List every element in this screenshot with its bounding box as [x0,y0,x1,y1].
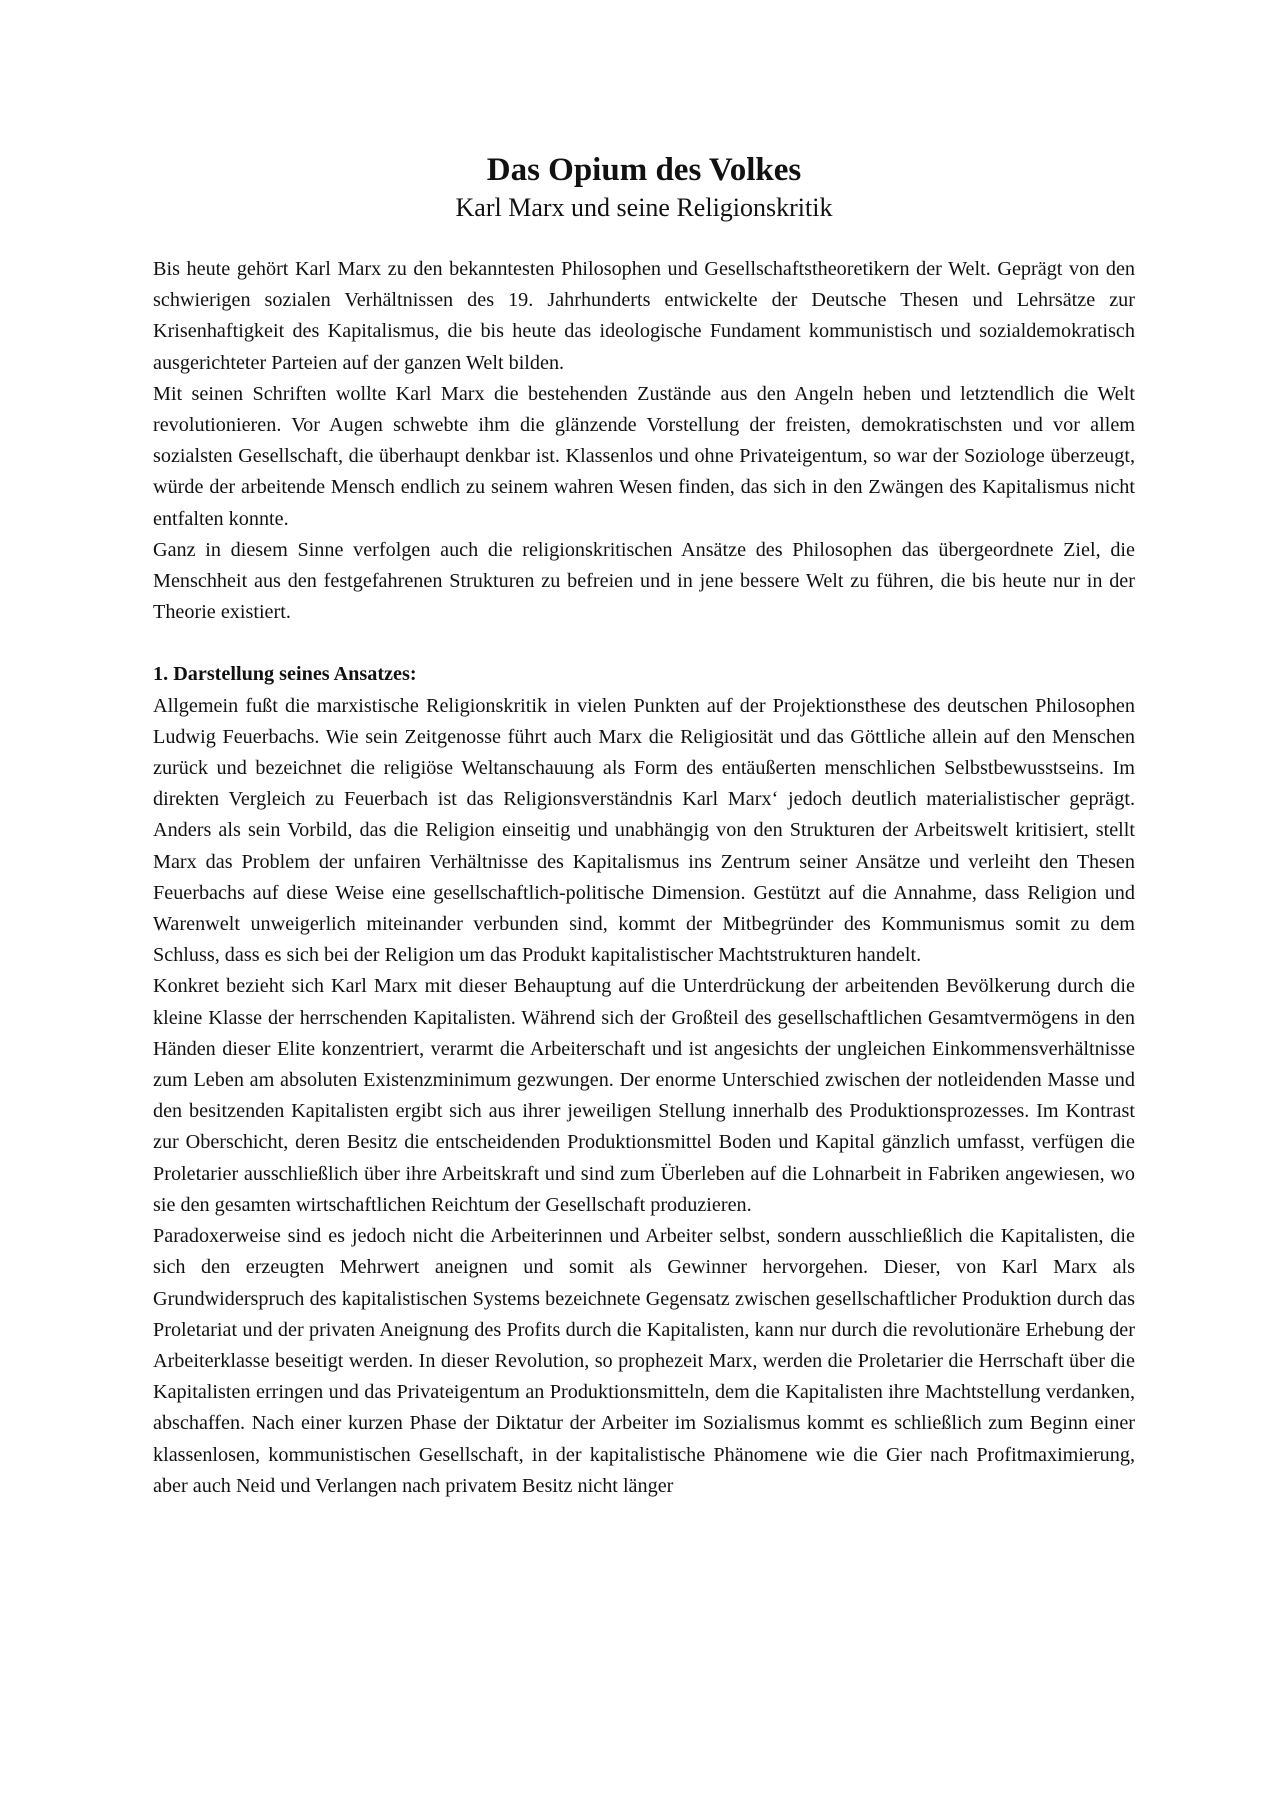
section-1 [153,659,1135,1501]
document-title: Das Opium des Volkes [486,152,802,188]
document-page [153,150,1135,1502]
intro-section [153,254,1135,628]
document-subtitle: Karl Marx und seine Religionskritik [455,193,833,222]
section-paragraph: Allgemein fußt die marxistische Religionskritik in vielen Punkten auf der Projektionsthese des deutschen Philosophen Ludwig Feuerbachs. Wie sein Zeitgenosse führt auch Marx die Religiosität und das Göttliche allein auf den Menschen zurück und bezeichnet die religiöse Weltanschauung als Form des entäußerten menschlichen Selbstbewusstseins. Im direkten Vergleich zu Feuerbach ist das Religionsverständnis Karl Marx‘ jedoch deutlich materialistischer geprägt. Anders als sein Vorbild, das die Religion einseitig und unabhängig von den Strukturen der Arbeitswelt kritisiert, stellt Marx das Problem der unfairen Verhältnisse des Kapitalismus ins Zentrum seiner Ansätze und verleiht den Thesen Feuerbachs auf diese Weise eine gesellschaftlich-politische Dimension. Gestützt auf die Annahme, dass Religion und Warenwelt unweigerlich miteinander verbunden sind, kommt der Mitbegründer des Kommunismus somit zu dem Schluss, dass es sich bei der Religion um das Produkt kapitalistischer Machtstrukturen handelt. [153,694,1135,967]
section-heading: 1. Darstellung seines Ansatzes: [153,663,417,686]
intro-paragraph: Ganz in diesem Sinne verfolgen auch die religionskritischen Ansätze des Philosophen das übergeordnete Ziel, die Menschheit aus den festgefahrenen Strukturen zu befreien und in jene bessere Welt zu führen, die bis heute nur in der Theorie existiert. [153,538,1135,624]
intro-paragraph: Bis heute gehört Karl Marx zu den bekanntesten Philosophen und Gesellschaftstheoretikern der Welt. Geprägt von den schwierigen sozialen Verhältnissen des 19. Jahrhunderts entwickelte der Deutsche Thesen und Lehrsätze zur Krisenhaftigkeit des Kapitalismus, die bis heute das ideologische Fundament kommunistisch und sozialdemokratisch ausgerichteter Parteien auf der ganzen Welt bilden. [153,258,1135,374]
section-paragraph: Konkret bezieht sich Karl Marx mit dieser Behauptung auf die Unterdrückung der arbeitenden Bevölkerung durch die kleine Klasse der herrschenden Kapitalisten. Während sich der Großteil des gesellschaftlichen Gesamtvermögens in den Händen dieser Elite konzentriert, verarmt die Arbeiterschaft und ist angesichts der ungleichen Einkommensverhältnisse zum Leben am absoluten Existenzminimum gezwungen. Der enorme Unterschied zwischen der notleidenden Masse und den besitzenden Kapitalisten ergibt sich aus ihrer jeweiligen Stellung innerhalb des Produktionsprozesses. Im Kontrast zur Oberschicht, deren Besitz die entscheidenden Produktionsmittel Boden und Kapital gänzlich umfasst, verfügen die Proletarier ausschließlich über ihre Arbeitskraft und sind zum Überleben auf die Lohnarbeit in Fabriken angewiesen, wo sie den gesamten wirtschaftlichen Reichtum der Gesellschaft produzieren. [153,975,1135,1216]
section-paragraph: Paradoxerweise sind es jedoch nicht die Arbeiterinnen und Arbeiter selbst, sondern ausschließlich die Kapitalisten, die sich den erzeugten Mehrwert aneignen und somit als Gewinner hervorgehen. Dieser, von Karl Marx als Grundwiderspruch des kapitalistischen Systems bezeichnete Gegensatz zwischen gesellschaftlicher Produktion durch das Proletariat und der privaten Aneignung des Profits durch die Kapitalisten, kann nur durch die revolutionäre Erhebung der Arbeiterklasse beseitigt werden. In dieser Revolution, so prophezeit Marx, werden die Proletarier die Herrschaft über die Kapitalisten erringen und das Privateigentum an Produktionsmitteln, dem die Kapitalisten ihre Machtstellung verdanken, abschaffen. Nach einer kurzen Phase der Diktatur der Arbeiter im Sozialismus kommt es schließlich zum Beginn einer klassenlosen, kommunistischen Gesellschaft, in der kapitalistische Phänomene wie die Gier nach Profitmaximierung, aber auch Neid und Verlangen nach privatem Besitz nicht länger [153,1225,1135,1497]
intro-paragraph: Mit seinen Schriften wollte Karl Marx die bestehenden Zustände aus den Angeln heben und letztendlich die Welt revolutionieren. Vor Augen schwebte ihm die glänzende Vorstellung der freisten, demokratischsten und vor allem sozialsten Gesellschaft, die überhaupt denkbar ist. Klassenlos und ohne Privateigentum, so war der Soziologe überzeugt, würde der arbeitende Mensch endlich zu seinem wahren Wesen finden, das sich in den Zwängen des Kapitalismus nicht entfalten konnte. [153,382,1135,530]
